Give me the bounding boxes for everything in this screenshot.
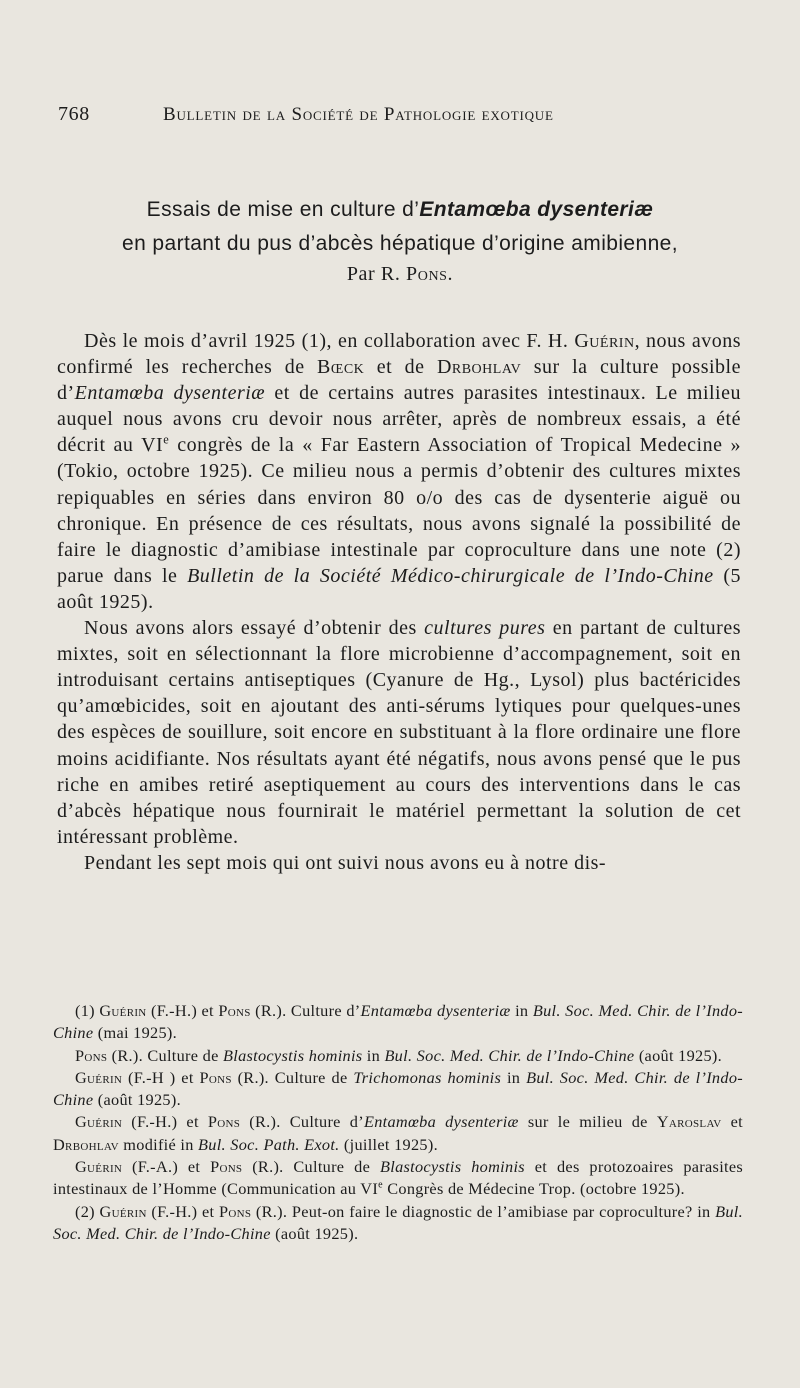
author-line [60,263,740,286]
title-line-1 [60,193,740,227]
author-ref: Pons [199,1067,232,1087]
author-ref: Guérin [574,330,635,352]
text-run: (1) [75,1001,100,1020]
superscript: e [163,432,170,447]
text-run: (juillet 1925). [339,1134,438,1154]
footnote-5 [53,1156,743,1201]
species-name: Trichomonas hominis [353,1067,502,1087]
text-run: modifié in [118,1134,199,1154]
text-run: (R.). Culture de [231,1067,354,1087]
text-run: in [510,1001,533,1020]
title-text: Essais de mise en culture d’ [146,198,420,221]
text-run: et [721,1112,744,1132]
text-run: et de certains autres parasites intestinaux. Le milieu auquel nous avons cru devoir nous arrêter, après de nombreux essais, a été décrit au VI [57,382,741,457]
author-ref: Guérin [75,1112,123,1132]
author-ref: Pons [75,1045,108,1065]
author-ref: Drbohlav [436,356,522,379]
title-line-2: en partant du pus d’abcès hépatique d’origine amibienne, [122,232,678,255]
author-ref: Guérin [99,1001,147,1020]
paragraph-3 [57,850,741,876]
text-run: sur le milieu de [518,1112,657,1132]
text-run: en partant de cultures mixtes, soit en sélectionnant la flore microbienne d’accompagnement, soit en introduisant certains antiseptiques (Cyanure de Hg., Lysol) plus bactéricides qu’amœbicides, soit en ajoutant des anti-sérums lytiques pour quelques-unes des espèces de souillure, soit encore en substituant à la flore ordinaire une flore moins acidifiante. Nos résultats ayant été négatifs, nous avons pensé que le pus riche en amibes retiré aseptiquement au cours des interventions dans le cas d’abcès hépatique nous fournirait le matériel permettant la solution de cet intéressant problème. [57,617,741,848]
text-run: (F.-H ) et [122,1067,200,1087]
text-run: (F.-H.) et [146,1201,219,1221]
author-name: Pons. [406,263,454,285]
page-number: 768 [58,103,90,125]
page-header [58,103,618,135]
text-run: Congrès de Médecine Trop. (octobre 1925). [382,1179,685,1199]
article-body [57,328,741,876]
footnote-2 [53,1045,743,1067]
title-species: Entamœba dysenteriæ [419,198,654,221]
text-run: (F.-H.) et [146,1001,219,1020]
footnote-4 [53,1111,743,1156]
author-ref: Bœck [317,356,365,379]
author-ref: Guérin [75,1157,123,1177]
text-run: et de [364,356,437,379]
text-run: Nous avons alors essayé d’obtenir des [84,617,425,640]
species-name: Entamœba dysenteriæ [74,382,266,405]
author-ref: Pons [210,1157,243,1177]
species-name: Entamœba dysenteriæ [360,1001,511,1020]
journal-title: Bul. Soc. Med. Chir. de l’Indo-Chine [384,1045,635,1065]
text-run: (F.-H.) et [122,1112,208,1132]
species-name: Blastocystis hominis [223,1045,363,1065]
text-run: (2) [75,1201,100,1221]
text-run: (R.). Peut-on faire le diagnostic de l’amibiase par coproculture? in [251,1201,716,1221]
text-run: et des protozoaires parasites intestinaux de l’Homme (Communication au VI [53,1157,744,1199]
superscript: e [378,1179,383,1191]
text-run: Dès le mois d’avril 1925 (1), en collaboration avec F. H. [84,330,575,352]
author-ref: Drbohlav [53,1134,119,1154]
text-run: (R.). Culture de [107,1045,223,1065]
author-ref: Yaroslav [656,1112,722,1132]
author-prefix: Par R. [346,263,407,285]
footnotes [53,1000,743,1245]
journal-title: Bul. Soc. Med. Chir. de l’Indo-Chine [53,1067,743,1110]
author-ref: Pons [207,1112,241,1132]
journal-title: Bul. Soc. Med. Chir. de l’Indo-Chine [53,1001,743,1043]
author-ref: Pons [218,1201,252,1221]
emphasis: cultures pures [424,617,546,640]
footnote-1 [53,1000,743,1045]
text-run: (5 août 1925). [57,564,741,613]
text-run: (août 1925). [634,1045,723,1065]
species-name: Entamœba dysenteriæ [363,1112,519,1132]
footnote-3 [53,1067,743,1112]
footnote-6 [53,1201,743,1246]
author-ref: Pons [218,1001,251,1020]
text-run: in [362,1045,385,1065]
journal-title: Bul. Soc. Med. Chir. de l’Indo-Chine [53,1201,743,1243]
journal-title: Bul. Soc. Path. Exot. [198,1134,340,1154]
text-run: in [501,1067,527,1087]
text-run: Pendant les sept mois qui ont suivi nous avons eu à notre dis- [84,851,607,874]
text-run: , nous avons confirmé les recherches de [57,330,741,379]
text-run: (mai 1925). [93,1023,178,1043]
article-title [60,193,740,261]
text-run: (F.-A.) et [122,1157,211,1177]
paragraph-2 [57,615,741,850]
text-run: (R.). Culture d’ [250,1001,361,1020]
text-run: (août 1925). [93,1090,181,1110]
text-run: congrès de la « Far Eastern Association of Tropical Medecine » (Tokio, octobre 1925). Ce milieu nous a permis d’obtenir des cultures mixtes repiquables en séries dans environ 80 o/o des cas de dysenterie aiguë ou chronique. En présence de ces résultats, nous avons signalé la possibilité de faire le diagnostic d’amibiase intestinale par coproculture dans une note (2) parue dans le [57,434,742,587]
text-run: (R.). Culture d’ [240,1112,364,1132]
author-ref: Guérin [75,1067,123,1087]
text-run: (R.). Culture de [242,1157,381,1177]
text-run: (août 1925). [270,1223,359,1243]
text-run: sur la culture possible d’ [57,356,741,405]
author-ref: Guérin [99,1201,147,1221]
species-name: Blastocystis hominis [380,1157,525,1177]
paragraph-1 [57,328,741,615]
journal-title: Bulletin de la Société Médico-chirurgicale de l’Indo-Chine [187,564,714,587]
running-head: Bulletin de la Société de Pathologie exotique [163,104,554,125]
